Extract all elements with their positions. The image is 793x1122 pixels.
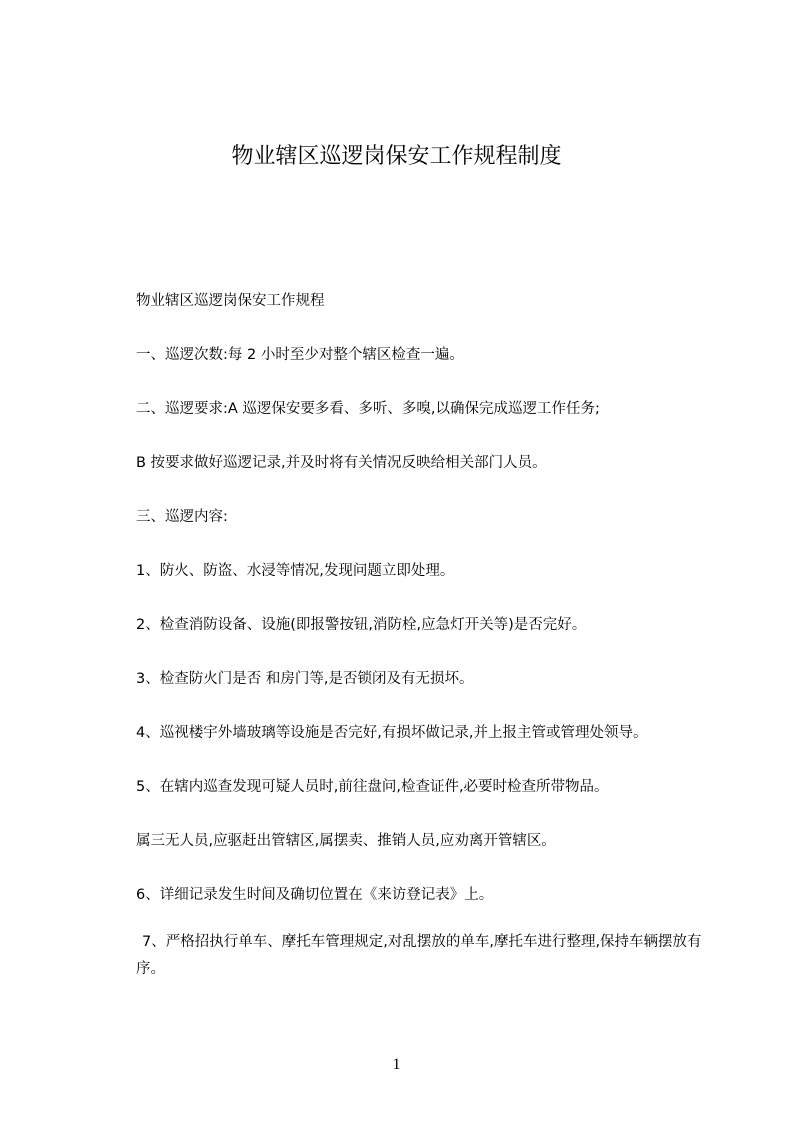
page-number: 1 xyxy=(392,1056,401,1073)
document-subtitle: 物业辖区巡逻岗保安工作规程 xyxy=(136,293,325,309)
paragraph: 2、检查消防设备、设施(即报警按钮,消防栓,应急灯开关等)是否完好。 xyxy=(136,617,587,633)
paragraph: B 按要求做好巡逻记录,并及时将有关情况反映给相关部门人员。 xyxy=(136,455,547,471)
paragraph: 三、巡逻内容: xyxy=(136,509,228,525)
paragraph: 7、严格招执行单车、摩托车管理规定,对乱摆放的单车,摩托车进行整理,保持车辆摆放有序。 xyxy=(136,934,702,977)
paragraph: 3、检查防火门是否 和房门等,是否锁闭及有无损坏。 xyxy=(136,671,474,687)
paragraph: 二、巡逻要求:A 巡逻保安要多看、多听、多嗅,以确保完成巡逻工作任务; xyxy=(136,401,600,417)
document-title: 物业辖区巡逻岗保安工作规程制度 xyxy=(231,144,562,169)
paragraph: 一、巡逻次数:每 2 小时至少对整个辖区检查一遍。 xyxy=(136,347,464,363)
paragraph: 5、在辖内巡查发现可疑人员时,前往盘问,检查证件,必要时检查所带物品。 xyxy=(136,779,609,795)
paragraph: 6、详细记录发生时间及确切位置在《来访登记表》上。 xyxy=(136,887,494,903)
paragraph: 属三无人员,应驱赶出管辖区,属摆卖、推销人员,应劝离开管辖区。 xyxy=(136,833,556,849)
paragraph: 4、巡视楼宇外墙玻璃等设施是否完好,有损坏做记录,并上报主管或管理处领导。 xyxy=(136,725,648,741)
paragraph: 1、防火、防盗、水浸等情况,发现问题立即处理。 xyxy=(136,563,455,579)
